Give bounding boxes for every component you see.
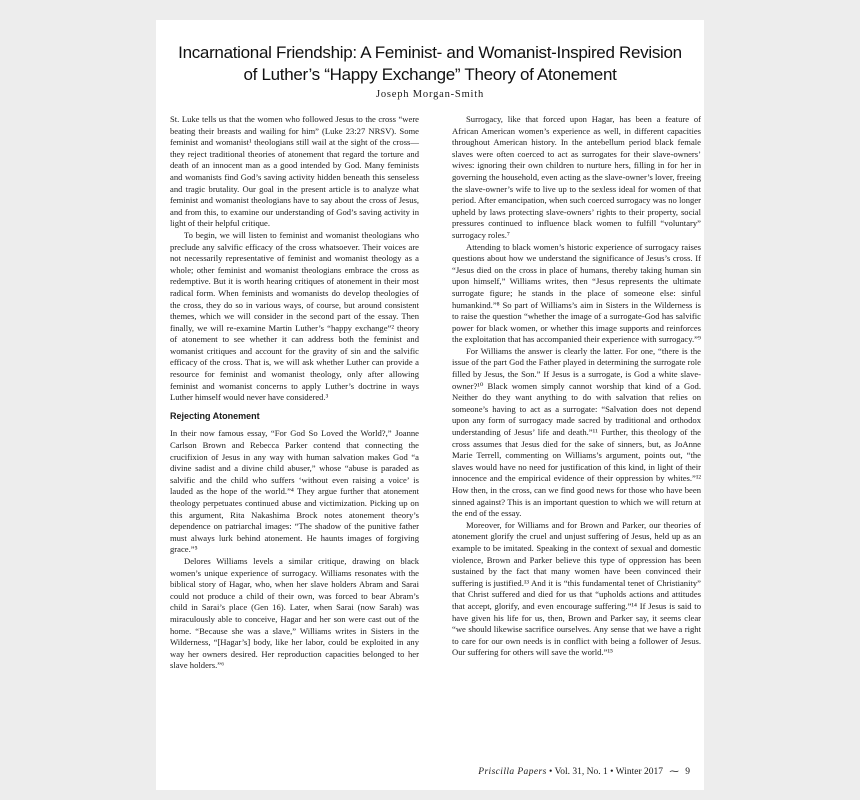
paragraph: Attending to black women’s historic experience of surrogacy raises questions about how we understand the significance of Jesus’s cross. If “Jesus died on the cross in place of humans, thereby taking human sin upon himself,” Williams writes, then “Jesus represents the ultimate surrogate figure; he stands in the place of someone else: sinful humankind.”⁸ So part of Williams’s aim in Sisters in the Wilderness is to raise the question “whether the image of a surrogate-God has salvific power for black women, or whether this image supports and reinforces the exploitation that has accompanied their experience with surrogacy.”⁹ bbox=[452, 241, 701, 345]
paragraph: Delores Williams levels a similar critique, drawing on black women’s unique experience of surrogacy. Williams resonates with the biblical story of Hagar, who, when her slave holders Abram and Sarai could not produce a child of their own, was forced to bear Abram’s child in Sarai’s place (Gen 16). Later, when Sarai (now Sarah) was miraculously able to conceive, Hagar and her son were cast out of the home. “Because she was a slave,” Williams writes in Sisters in the Wilderness, “[Hagar’s] body, like her labor, could be exploited in any way her owners desired. Her reproduction capacities belonged to her slave holders.”⁶ bbox=[170, 555, 419, 671]
paragraph: To begin, we will listen to feminist and womanist theologians who preclude any salvific efficacy of the cross whatsoever. Their voices are not necessarily representative of feminist and womanist theology as a whole; other feminist and womanist theologians embrace the cross as redemptive. But it is worth hearing critiques of atonement in their most radical form. When feminists and womanists do develop theologies of the cross, they do so in various ways, of course, but around consistent themes, which we will consider in the second part of the essay. Then finally, we will re-examine Martin Luther’s “happy exchange”² theory of atonement to see whether it can address both the feminist and womanist critiques and account for the gravity of sin and the salvific efficacy of the cross. That is, we will ask whether Luther can provide a resource for feminist and womanist theology, only after allowing feminist and womanist concerns to apply Luther’s doctrine in ways Luther himself would never have considered.³ bbox=[170, 229, 419, 403]
journal-page bbox=[156, 20, 704, 790]
paragraph: For Williams the answer is clearly the latter. For one, “there is the issue of the part God the Father played in determining the surrogate role filled by Jesus, the Son.” If Jesus is a surrogate, is God a white slave-owner?¹⁰ Black women simply cannot worship that kind of a God. Neither do they want anything to do with salvation that relies on someone’s having to act as a surrogate: “Salvation does not depend upon any form of surrogacy made sacred by traditional and orthodox understanding of Jesus’ life and death.”¹¹ Further, this theology of the cross assumes that Jesus died for the sake of sinners, but, as JoAnne Marie Terrell, commenting on Williams’s argument, points out, “the slaves would have no need for justification of this kind, in light of their innocence and the empirical evidence of their oppression by whites.”¹² How then, in the cross, can we find good news for those who have been sinned against? This is an important question to which we will return at the end of the essay. bbox=[452, 345, 701, 519]
journal-name: Priscilla Papers bbox=[478, 767, 547, 777]
paragraph: St. Luke tells us that the women who followed Jesus to the cross “were beating their breasts and wailing for him” (Luke 23:27 NRSV). Some feminist and womanist¹ theologians still wail at the sight of the cross—they reject traditional theories of atonement that regard the torture and death of an innocent man as a good intended by God. Many feminists and womanists find God’s saving activity hidden beneath this senseless and tragic brutality. Our goal in the present article is to analyze what feminist and womanist theologians have to say about the cross of Jesus, and from this, to examine our understanding of God’s saving activity in light of their helpful critique. bbox=[170, 114, 419, 229]
paragraph: Surrogacy, like that forced upon Hagar, has been a feature of African American women’s experience as well, in different capacities throughout American history. In the antebellum period black female slaves were often coerced to act as surrogates for their slave-owners’ wives: ignoring their own children to nurture hers, filling in for her in governing the household, even acting as the slave-owner’s lover, freeing the slave-owner’s wife to live up to the sexless ideal for women of that period. After emancipation, when such coerced surrogacy was no longer upheld by laws protecting slave-owners’ rights to their property, social pressures continued to influence black women to fulfill “voluntary” surrogacy roles.⁷ bbox=[452, 114, 701, 240]
paragraph: Moreover, for Williams and for Brown and Parker, our theories of atonement glorify the cruel and unjust suffering of Jesus, held up as an example to be imitated. Speaking in the context of sexual and domestic violence, Brown and Parker believe this type of oppression has been sustained by the fact that many women have been convinced their suffering is justified.¹³ And it is “this fundamental tenet of Christianity” that Christ suffered and died for us that “upholds actions and attitudes that accept, glorify, and even encourage suffering.”¹⁴ If Jesus is said to have given his life for us, then, Brown and Parker say, it seems clear “we should likewise sacrifice ourselves. Any sense that we have a right to care for our own needs is in conflict with being a follower of Jesus. Our suffering for others will save the world.”¹⁵ bbox=[452, 519, 701, 658]
page-footer bbox=[478, 766, 690, 777]
issue-info: • Vol. 31, No. 1 • Winter 2017 bbox=[549, 767, 663, 777]
left-column bbox=[170, 114, 419, 672]
paragraph: In their now famous essay, “For God So Loved the World?,” Joanne Carlson Brown and Rebecca Parker contend that connecting the crucifixion of Jesus in any way with human salvation makes God “a divine sadist and a divine child abuser,” whose “abuse is paraded as salvific and the child who suffers ‘without even raising a voice’ is lauded as the hope of the world.”⁴ They argue further that atonement theology perpetuates continued abuse and victimization. Picking up on this argument, Rita Nakashima Brock notes atonement theory’s dependence on patriarchal images: “The shadow of the punitive father must always lurk behind atonement. He haunts images of forgiving grace.”⁵ bbox=[170, 428, 419, 555]
right-column bbox=[452, 114, 701, 659]
title-line-2: of Luther’s “Happy Exchange” Theory of Atonement bbox=[243, 65, 617, 84]
title-line-1: Incarnational Friendship: A Feminist- and Womanist-Inspired Revision bbox=[178, 43, 682, 62]
page-number: 9 bbox=[685, 767, 690, 777]
author-byline: Joseph Morgan-Smith bbox=[375, 89, 485, 100]
swash-ornament: ⁓ bbox=[669, 767, 679, 777]
article-title bbox=[156, 42, 704, 86]
section-heading: Rejecting Atonement bbox=[170, 410, 260, 421]
